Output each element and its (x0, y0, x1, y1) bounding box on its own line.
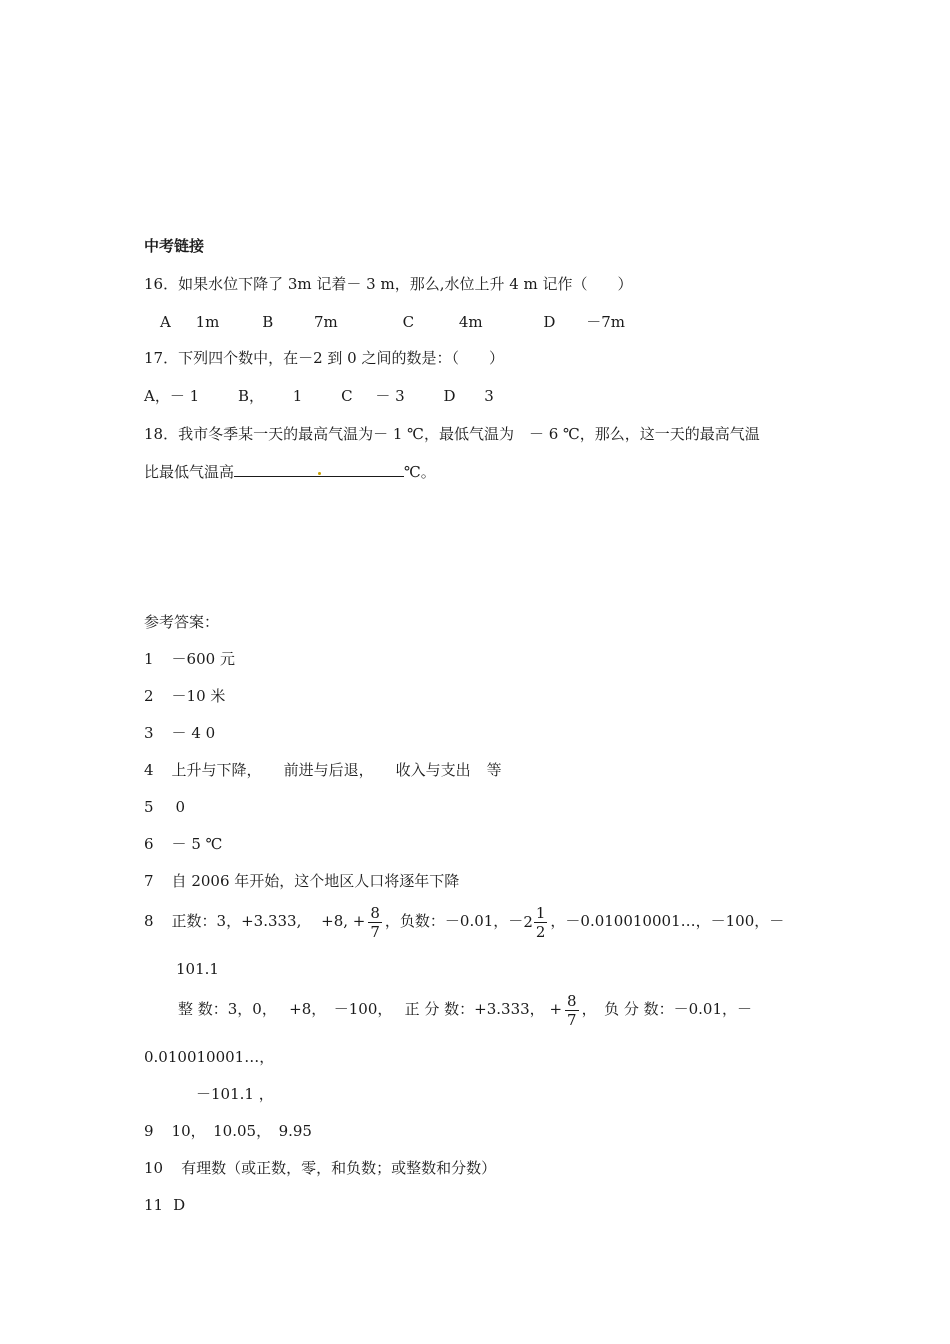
integer-text: 整 数：3，0， +8， －100， 正 分 数：+3.333， + (178, 1000, 563, 1018)
fraction-numerator: 8 (567, 991, 577, 1010)
answer-number: 7 (144, 872, 154, 890)
mixed-whole: 2 (523, 913, 533, 931)
option-label: C (402, 313, 415, 331)
answer-number: 6 (144, 835, 154, 853)
question-18-suffix: ℃。 (404, 463, 436, 481)
question-18-line2 (144, 462, 436, 482)
question-17: 17．下列四个数中，在－2 到 0 之间的数是：（ ） (144, 349, 504, 367)
answers-title: 参考答案： (144, 613, 220, 631)
answer-3 (144, 723, 215, 743)
negative-fraction-text: ， 负 分 数：－0.01，－ (581, 1000, 753, 1018)
option: A，－ 1 (144, 387, 200, 405)
answer-blank[interactable] (234, 462, 404, 477)
answer-8-integers (178, 986, 752, 1032)
question-18-line1: 18．我市冬季某一天的最高气温为－ 1 ℃，最低气温为 － 6 ℃，那么，这一天的最高气温 (144, 425, 760, 443)
question-17-options (144, 386, 494, 406)
answer-text: 有理数（或正数，零，和负数；或整数和分数） (181, 1159, 497, 1177)
fraction (368, 904, 382, 941)
negative-rest: ，－0.010010001…，－100，－ (550, 912, 785, 930)
answer-text: － 5 ℃ (171, 835, 223, 853)
answer-text: －600 元 (171, 650, 235, 668)
answer-8 (144, 898, 784, 945)
answer-text: D (173, 1196, 186, 1214)
option: 3 (484, 387, 494, 405)
answer-number: 2 (144, 687, 154, 705)
negative-prefix: ，负数：－0.01，－ (384, 912, 524, 930)
answer-number: 3 (144, 724, 154, 742)
answer-number: 4 (144, 761, 154, 779)
answer-part: 收入与支出 (395, 761, 471, 779)
option: 1 (292, 387, 303, 405)
answer-number: 9 (144, 1122, 154, 1140)
answer-2 (144, 686, 225, 706)
answer-part: 上升与下降， (171, 761, 262, 779)
option-value: 4m (458, 313, 483, 331)
fraction-denominator: 2 (535, 922, 546, 941)
answer-number: 10 (144, 1159, 164, 1177)
question-18-prefix: 比最低气温高 (144, 463, 235, 481)
positive-prefix: 正数：3，+3.333, +8, + (171, 912, 366, 930)
mixed-number (523, 899, 550, 945)
answer-5 (144, 797, 185, 817)
answer-7 (144, 871, 459, 891)
answer-text: 0 (175, 798, 186, 816)
answer-4 (144, 760, 502, 780)
answer-6 (144, 834, 222, 854)
answer-text: 10， 10.05， 9.95 (171, 1122, 312, 1140)
option: B， (237, 387, 264, 405)
option: － 3 (375, 387, 405, 405)
answer-part: 等 (486, 761, 502, 779)
fraction-numerator: 8 (370, 903, 380, 922)
option-label: D (543, 313, 556, 331)
answer-part: 前进与后退， (283, 761, 374, 779)
option-label: B (262, 313, 274, 331)
option-value: －7m (586, 313, 625, 331)
option-label: A (160, 313, 171, 331)
answer-text: － 4 0 (171, 724, 216, 742)
fraction (565, 992, 579, 1029)
answer-8-cont3: －101.1 ， (196, 1085, 274, 1103)
fraction-denominator: 7 (567, 1010, 577, 1029)
option: C (341, 387, 353, 405)
option: D (443, 387, 456, 405)
question-16-options (160, 312, 625, 332)
answer-text: －10 米 (171, 687, 226, 705)
answer-8-cont: 101.1 (176, 960, 219, 978)
answer-8-cont2: 0.010010001…， (144, 1048, 275, 1066)
answer-1 (144, 649, 235, 669)
answer-number: 8 (144, 912, 154, 930)
answer-number: 1 (144, 650, 154, 668)
answer-9 (144, 1121, 312, 1141)
option-value: 1m (195, 313, 220, 331)
fraction-numerator: 1 (535, 903, 546, 922)
answer-text: 自 2006 年开始，这个地区人口将逐年下降 (171, 872, 460, 890)
answer-number: 11 (144, 1196, 164, 1214)
answer-11 (144, 1195, 185, 1215)
answer-10 (144, 1158, 496, 1178)
option-value: 7m (314, 313, 338, 331)
fraction-denominator: 7 (370, 922, 380, 941)
section-title: 中考链接 (144, 237, 205, 255)
question-16: 16．如果水位下降了 3m 记着－ 3 m，那么,水位上升 4 m 记作（ ） (144, 275, 633, 293)
answer-number: 5 (144, 798, 154, 816)
